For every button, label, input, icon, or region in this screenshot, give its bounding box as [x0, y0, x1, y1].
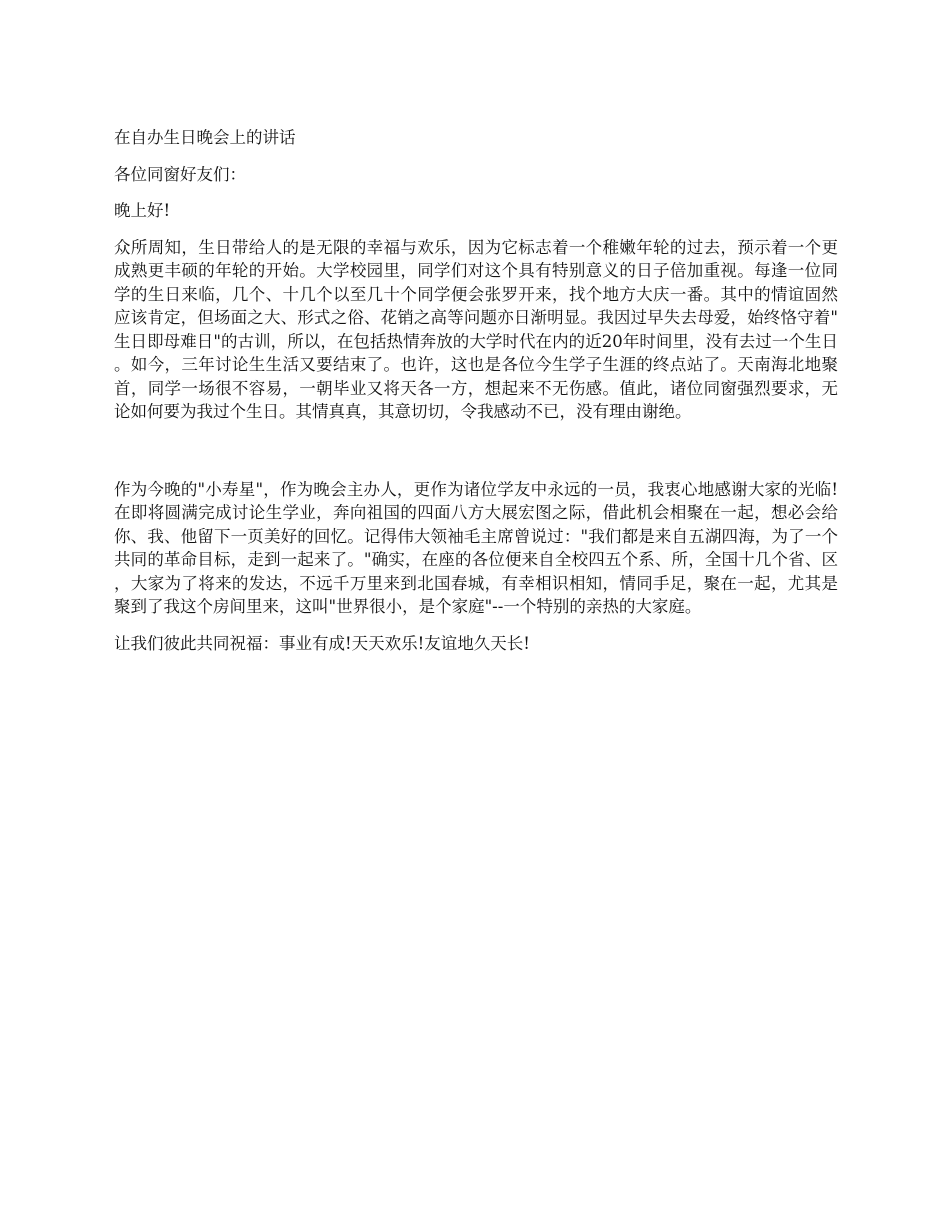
salutation: 各位同窗好友们： — [114, 164, 246, 184]
closing-line: 让我们彼此共同祝福：事业有成!天天欢乐!友谊地久天长! — [114, 633, 530, 653]
body-paragraph-1: 众所周知，生日带给人的是无限的幸福与欢乐，因为它标志着一个稚嫩年轮的过去，预示着一个更成熟更丰硕的年轮的开始。大学校园里，同学们对这个具有特别意义的日子倍加重视。每逢一位同学的生日来临，几个、十几个以至几十个同学便会张罗开来，找个地方大庆一番。其中的情谊固然应该肯定，但场面之大、形式之俗、花销之高等问题亦日渐明显。我因过早失去母爱，始终恪守着"生日即母难日"的古训，所以，在包括热情奔放的大学时代在内的近20年时间里，没有去过一个生日。如今，三年讨论生生活又要结束了。也许，这也是各位今生学子生涯的终点站了。天南海北地聚首，同学一场很不容易，一朝毕业又将天各一方，想起来不无伤感。值此，诸位同窗强烈要求，无论如何要为我过个生日。其情真真，其意切切，令我感动不已，没有理由谢绝。 — [114, 237, 838, 421]
greeting: 晚上好! — [114, 201, 171, 220]
document-title: 在自办生日晚会上的讲话 — [114, 128, 296, 147]
body-paragraph-2: 作为今晚的"小寿星"，作为晚会主办人，更作为诸位学友中永远的一员，我衷心地感谢大家的光临!在即将圆满完成讨论生学业，奔向祖国的四面八方大展宏图之际，借此机会相聚在一起，想必会给你、我、他留下一页美好的回忆。记得伟大领袖毛主席曾说过："我们都是来自五湖四海，为了一个共同的革命目标，走到一起来了。"确实，在座的各位便来自全校四五个系、所，全国十几个省、区，大家为了将来的发达，不远千万里来到北国春城，有幸相识相知，情同手足，聚在一起，尤其是聚到了我这个房间里来，这叫"世界很小，是个家庭"--一个特别的亲热的大家庭。 — [114, 479, 838, 616]
document-page — [114, 126, 838, 655]
